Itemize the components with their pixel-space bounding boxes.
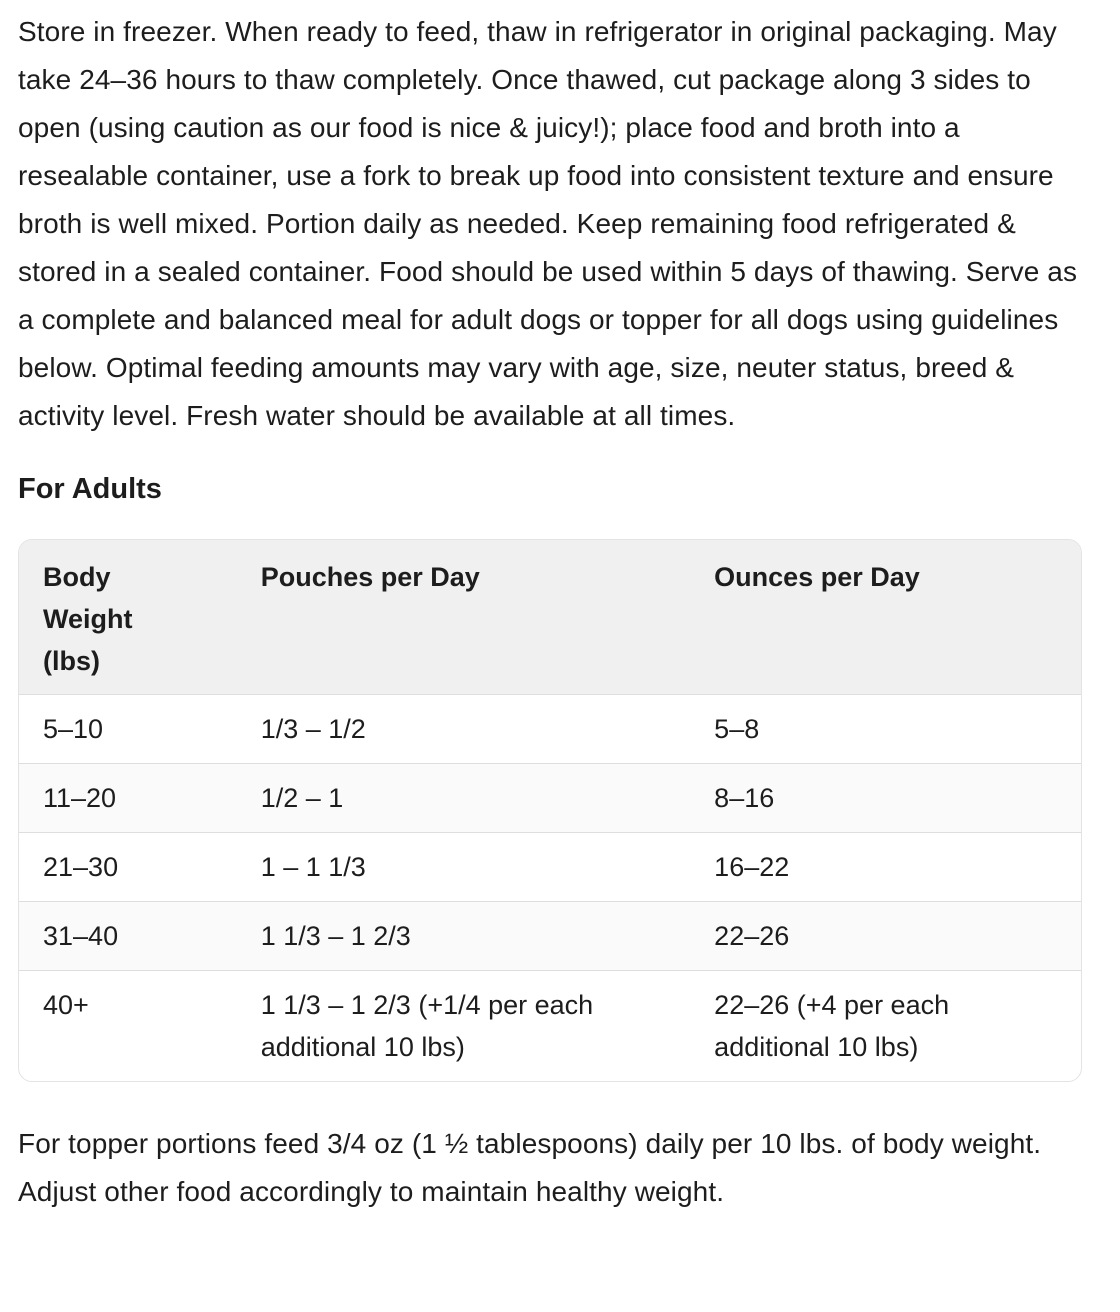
storage-instructions-paragraph: Store in freezer. When ready to feed, thaw in refrigerator in original packaging. May take 24–36 hours to thaw completely. Once thawed, cut package along 3 sides to open (using caution as our food is nice & juicy!); place food and broth into a resealable container, use a fork to break up food into consistent texture and ensure broth is well mixed. Portion daily as needed. Keep remaining food refrigerated & stored in a sealed container. Food should be used within 5 days of thawing. Serve as a complete and balanced meal for adult dogs or topper for all dogs using guidelines below. Optimal feeding amounts may vary with age, size, neuter status, breed & activity level. Fresh water should be available at all times.	[18, 16, 1078, 431]
cell-pouches-per-day: 1/3 – 1/2	[237, 695, 690, 764]
cell-pouches-per-day: 1 1/3 – 1 2/3 (+1/4 per each additional 10 lbs)	[237, 971, 690, 1082]
column-header-ounces-per-day: Ounces per Day	[690, 540, 1081, 695]
topper-portions-note: For topper portions feed 3/4 oz (1 ½ tablespoons) daily per 10 lbs. of body weight. Adjust other food accordingly to maintain healthy weight.	[18, 1128, 1042, 1207]
cell-body-weight: 40+	[19, 971, 237, 1082]
feeding-guidelines-table	[19, 540, 1081, 1081]
table-row	[19, 902, 1081, 971]
table-row	[19, 971, 1081, 1082]
feeding-guidelines-table-container	[18, 539, 1082, 1082]
cell-pouches-per-day: 1 – 1 1/3	[237, 833, 690, 902]
column-header-body-weight-label: Body Weight (lbs)	[43, 562, 133, 676]
cell-ounces-per-day: 8–16	[690, 764, 1081, 833]
cell-ounces-per-day: 22–26 (+4 per each additional 10 lbs)	[690, 971, 1081, 1082]
table-row	[19, 764, 1081, 833]
cell-body-weight: 21–30	[19, 833, 237, 902]
for-adults-heading: For Adults	[18, 473, 162, 505]
cell-body-weight: 31–40	[19, 902, 237, 971]
table-row	[19, 833, 1081, 902]
cell-ounces-per-day: 16–22	[690, 833, 1081, 902]
table-header-row	[19, 540, 1081, 695]
column-header-body-weight	[19, 540, 237, 695]
column-header-pouches-per-day: Pouches per Day	[237, 540, 690, 695]
cell-body-weight: 11–20	[19, 764, 237, 833]
cell-ounces-per-day: 5–8	[690, 695, 1081, 764]
table-row	[19, 695, 1081, 764]
cell-pouches-per-day: 1/2 – 1	[237, 764, 690, 833]
cell-ounces-per-day: 22–26	[690, 902, 1081, 971]
cell-body-weight: 5–10	[19, 695, 237, 764]
cell-pouches-per-day: 1 1/3 – 1 2/3	[237, 902, 690, 971]
